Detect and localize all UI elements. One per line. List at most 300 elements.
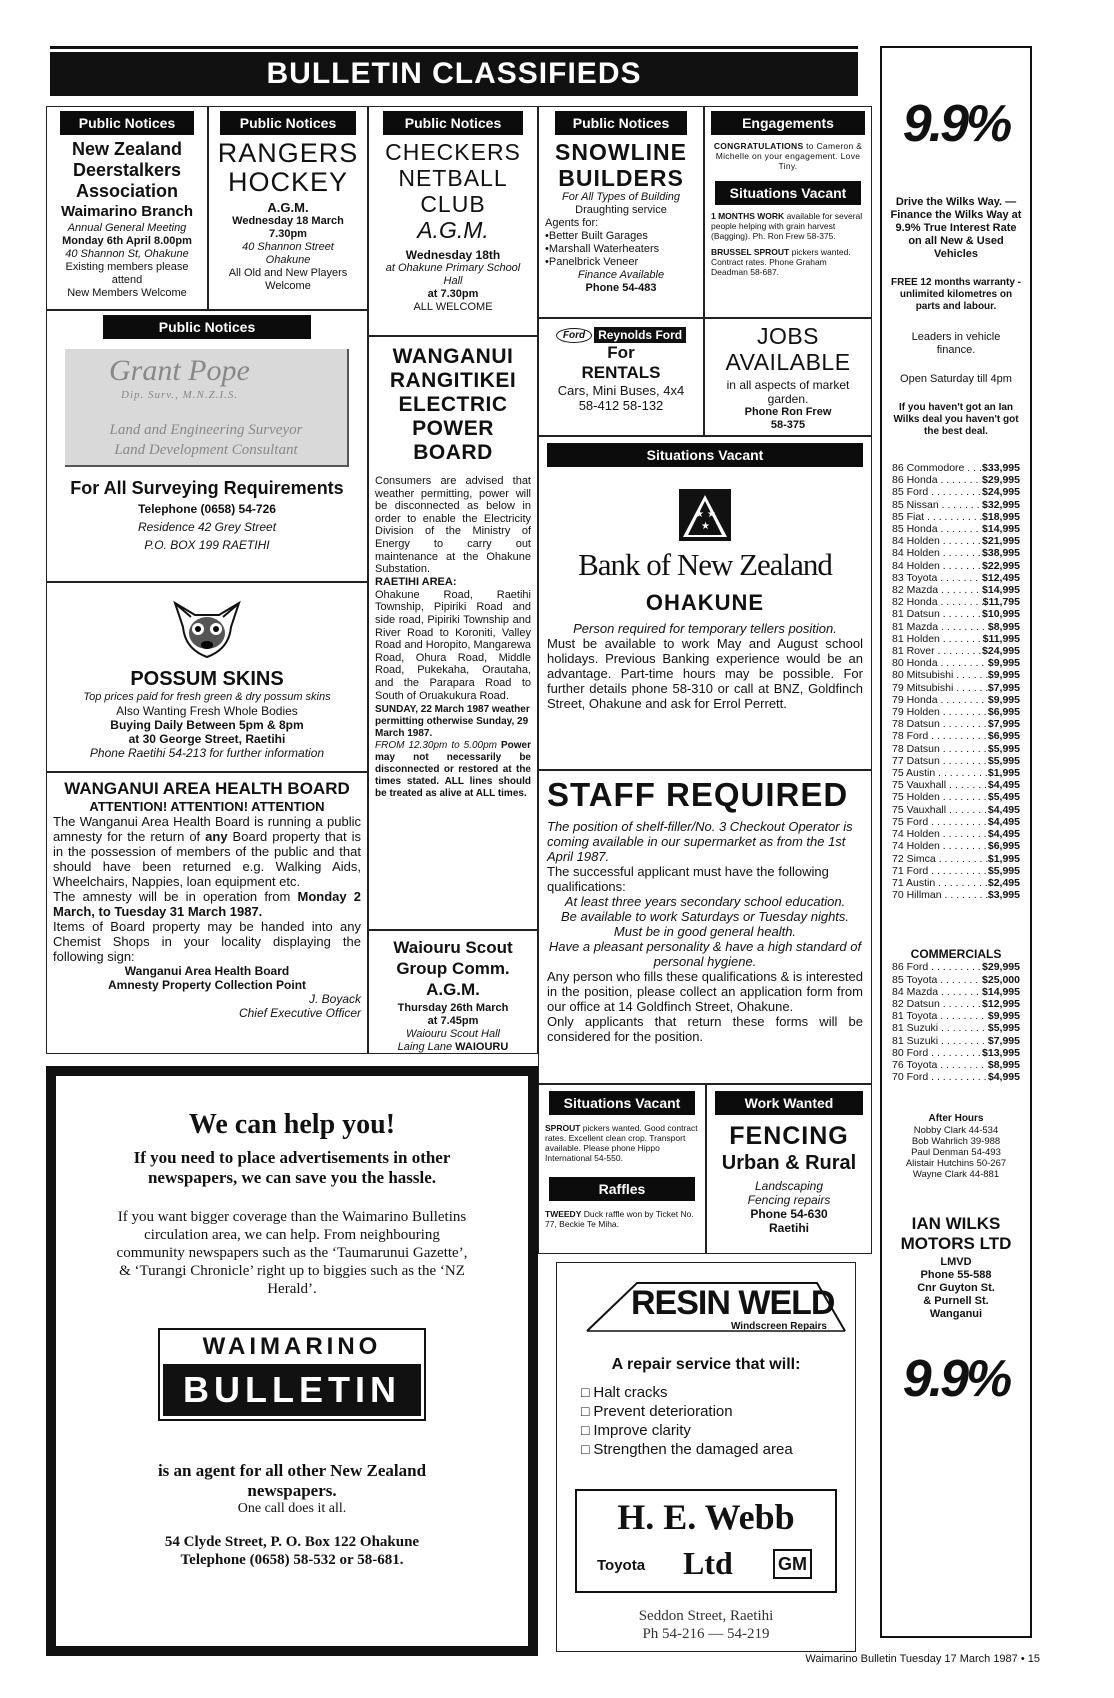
power-paragraph-1: Consumers are advised that weather permitting, power will be disconnected as below in order to enable the Electricity Division of the Ministry of Energy to carry out maintenance at the Ohakune Substation.	[375, 475, 531, 576]
rentals-line-1: Cars, Mini Buses, 4x4	[557, 383, 685, 398]
repair-item: □ Improve clarity	[581, 1421, 845, 1440]
raffle-text: Duck raffle won by Ticket No. 77, Beckie Te Miha.	[545, 1209, 694, 1229]
health-paragraph-2	[53, 889, 361, 919]
wilks-leaders: Leaders in vehicle finance.	[911, 331, 1001, 356]
vehicle-price: $18,995	[982, 510, 1020, 523]
vehicle-row	[890, 511, 1022, 523]
reynolds-ad	[538, 318, 704, 436]
surveyor-name: Grant Pope	[109, 354, 250, 387]
raffles-header: Raffles	[549, 1177, 695, 1201]
after-hours-list	[890, 1125, 1022, 1180]
vehicle-price: $32,995	[982, 498, 1020, 511]
engagement-text: to Cameron & Michelle on your engagement. Love Tiny.	[715, 141, 863, 171]
bank-town: OHAKUNE	[645, 590, 765, 615]
area-label: RAETIHI AREA:	[375, 575, 457, 588]
for-label: For	[607, 343, 635, 362]
brand-name: Reynolds Ford	[594, 327, 686, 343]
surveying-phone: Telephone (0658) 54-726	[138, 502, 276, 516]
town: WAIOURU	[455, 1041, 509, 1053]
power-board-ad	[368, 336, 538, 930]
raffle-lead: TWEEDY	[545, 1209, 582, 1219]
possum-line-4: at 30 George Street, Raetihi	[128, 732, 286, 746]
vehicle-price: $24,995	[982, 645, 1020, 658]
vehicle-row	[890, 682, 1022, 694]
section-header: Situations Vacant	[547, 443, 863, 467]
meeting-time: at 7.30pm	[427, 288, 479, 300]
branch: Waimarino Branch	[61, 203, 193, 220]
ltd-label: Ltd	[683, 1545, 733, 1581]
vehicle-row	[890, 633, 1022, 645]
bnz-ad	[538, 436, 872, 770]
vehicle-model: 80 Mitsubishi . . .	[892, 669, 988, 681]
possum-line-2: Also Wanting Fresh Whole Bodies	[116, 704, 298, 718]
wilks-company: IAN WILKS MOTORS LTD	[900, 1214, 1012, 1254]
sign-line-1: Wanganui Area Health Board	[124, 964, 290, 978]
vehicle-model: 71 Austin . . .	[892, 877, 988, 889]
phone-line: Telephone (0658) 58-532 or 58-681.	[180, 1552, 404, 1568]
snowline-ad	[538, 106, 704, 318]
vehicle-row	[890, 865, 1022, 877]
repair-item: □ Strengthen the damaged area	[581, 1440, 845, 1459]
vehicle-model: 86 Honda . . .	[892, 474, 982, 486]
vehicle-row	[890, 1010, 1022, 1022]
engagements-situations	[704, 106, 872, 318]
vehicle-model: 82 Datsun . . .	[892, 998, 982, 1010]
commercials-title: COMMERCIALS	[910, 947, 1002, 962]
vehicle-row	[890, 608, 1022, 620]
wilks-phone: Phone 55-588	[920, 1269, 992, 1282]
section-header: Public Notices	[220, 111, 356, 135]
vehicle-price: $5,495	[987, 791, 1020, 804]
vehicle-price: $10,995	[982, 608, 1020, 621]
vehicle-model: 81 Suzuki . . .	[892, 1022, 988, 1034]
footer-text: Waimarino Bulletin Tuesday 17 March 1987 • 15	[805, 1653, 1040, 1665]
vehicle-price: $9,995	[987, 669, 1020, 682]
vehicle-model: 79 Honda . . .	[892, 694, 988, 706]
vehicle-model: 85 Nissan . . .	[892, 499, 982, 511]
ad-title: WANGANUI AREA HEALTH BOARD	[64, 779, 350, 798]
vehicle-row	[890, 1047, 1022, 1059]
vehicle-model: 85 Ford . . .	[892, 486, 982, 498]
vehicle-model: 70 Ford . . .	[892, 1071, 988, 1083]
jobs-ad	[704, 318, 872, 436]
sprout-raffles-ad	[538, 1084, 706, 1254]
meeting-time: 7.30pm	[269, 228, 307, 240]
vehicle-model: 81 Suzuki . . .	[892, 1035, 988, 1047]
vehicle-row	[890, 535, 1022, 547]
vehicle-price: $12,995	[982, 997, 1020, 1010]
surveyor-quals: Dip. Surv., M.N.Z.I.S.	[121, 389, 239, 401]
vehicle-price: $14,995	[982, 584, 1020, 597]
vehicle-row	[890, 718, 1022, 730]
vehicle-price: $14,995	[982, 523, 1020, 536]
vehicle-price: $11,795	[982, 596, 1020, 609]
vehicle-price: $21,995	[982, 535, 1020, 548]
repair-list	[581, 1383, 845, 1459]
ad-title: CHECKERS NETBALL CLUB	[385, 139, 521, 217]
venue: at Ohakune Primary School Hall	[385, 262, 521, 287]
agent-item: • Better Built Garages	[545, 230, 697, 243]
vehicle-model: 80 Ford . . .	[892, 1047, 982, 1059]
vehicle-row	[890, 486, 1022, 498]
surveyor-card	[65, 349, 349, 467]
vehicle-model: 81 Mazda . . .	[892, 621, 988, 633]
health-paragraph-1	[53, 814, 361, 889]
fencing-ad	[706, 1084, 872, 1254]
section-header: Public Notices	[383, 111, 523, 135]
vehicle-row	[890, 669, 1022, 681]
situations-header: Situations Vacant	[549, 1091, 695, 1115]
section-header: Work Wanted	[715, 1091, 863, 1115]
after-hours-contact: Wayne Clark 44-881	[912, 1169, 1000, 1181]
vehicle-row	[890, 572, 1022, 584]
vehicle-row	[890, 645, 1022, 657]
vehicle-row	[890, 828, 1022, 840]
staff-paragraph-2: The successful applicant must have the following qualifications:	[547, 864, 829, 894]
webb-address: Seddon Street, Raetihi	[638, 1608, 774, 1624]
after-hours-title: After Hours	[928, 1113, 984, 1125]
engagement-lead: CONGRATULATIONS	[713, 141, 804, 151]
vehicle-price: $4,495	[987, 803, 1020, 816]
section-header: Public Notices	[103, 315, 311, 339]
vehicle-price: $3,995	[987, 889, 1020, 902]
after-hours-contact: Bob Wahrlich 39-988	[911, 1136, 1001, 1148]
vehicle-model: 81 Datsun . . .	[892, 608, 982, 620]
vehicle-price: $12,495	[982, 571, 1020, 584]
vehicle-model: 75 Holden . . .	[892, 791, 988, 803]
vehicle-row	[890, 560, 1022, 572]
vehicle-model: 81 Holden . . .	[892, 633, 983, 645]
car-list	[890, 462, 1022, 901]
fencing-town: Raetihi	[768, 1221, 809, 1235]
health-emphasis: any	[205, 829, 228, 844]
vehicle-row	[890, 840, 1022, 852]
vehicle-price: $6,995	[987, 840, 1020, 853]
vehicle-price: $7,995	[987, 681, 1020, 694]
vehicle-row	[890, 804, 1022, 816]
vehicle-row	[890, 755, 1022, 767]
ad-body: If you want bigger coverage than the Waimarino Bulletins circulation area, we can help. From neighbouring community newspapers such as the ‘Taumarunui Gazette’, & ‘Turangi Chronicle’ right up to biggies such as the ‘NZ Herald’.	[116, 1209, 468, 1297]
vehicle-price: $9,995	[987, 657, 1020, 670]
page-footer	[700, 1652, 1040, 1666]
after-hours-contact: Nobby Clark 44-534	[913, 1125, 999, 1137]
vehicle-model: 84 Mazda . . .	[892, 986, 982, 998]
vehicle-price: $7,995	[987, 1034, 1020, 1047]
ad-title: POSSUM SKINS	[130, 668, 284, 690]
agm: A.G.M.	[267, 200, 309, 215]
deerstalkers-ad	[46, 106, 208, 310]
gm-icon: GM	[773, 1549, 812, 1579]
ford-oval-icon: Ford	[556, 328, 592, 343]
masthead-title: BULLETIN CLASSIFIEDS	[266, 57, 642, 90]
bulletin-logo	[158, 1328, 426, 1421]
vehicle-row	[890, 816, 1022, 828]
vehicle-row	[890, 621, 1022, 633]
meeting-address: 40 Shannon St, Ohakune	[65, 248, 189, 260]
vehicle-price: $4,495	[987, 779, 1020, 792]
vehicle-model: 85 Honda . . .	[892, 523, 982, 535]
power-paragraph-3: SUNDAY, 22 March 1987 weather permitting otherwise Sunday, 29 March 1987.	[375, 704, 530, 740]
vehicle-row	[890, 853, 1022, 865]
vehicle-price: $5,995	[987, 864, 1020, 877]
vehicle-price: $4,495	[987, 815, 1020, 828]
logo-tag: Windscreen Repairs	[730, 1321, 827, 1332]
vehicle-model: 81 Toyota . . .	[892, 1010, 988, 1022]
rentals-line-2: 58-412 58-132	[578, 398, 664, 413]
ad-title: New Zealand Deerstalkers Association	[71, 139, 183, 201]
power-warning: Power may not necessarily be disconnected or restored at the times stated. ALL lines should be treated as alive at ALL times.	[375, 740, 531, 800]
commercials-list	[890, 961, 1022, 1083]
vehicle-model: 86 Ford . . .	[892, 961, 982, 973]
vehicle-price: $38,995	[982, 547, 1020, 560]
jobs-line-1: in all aspects of market garden.	[726, 378, 850, 406]
meeting: Annual General Meeting	[67, 222, 187, 234]
surveyor-role-2: Land Development Consultant	[114, 442, 298, 458]
surveying-box: P.O. BOX 199 RAETIHI	[144, 538, 270, 552]
finance: Finance Available	[577, 269, 665, 281]
ad-title: STAFF REQUIRED	[547, 776, 849, 813]
vehicle-row	[890, 1071, 1022, 1083]
address-2: Ohakune	[265, 254, 311, 266]
job-ad-2-text: pickers wanted. Contract rates. Phone Graham Deadman 58-687.	[711, 247, 851, 277]
vehicle-price: $9,995	[987, 1010, 1020, 1023]
qualification: Have a pleasant personality & have a high standard of personal hygiene.	[548, 939, 862, 969]
vehicle-price: $33,995	[982, 462, 1020, 474]
bnz-logo-icon	[679, 489, 731, 541]
vehicle-row	[890, 596, 1022, 608]
sprout-notice	[545, 1123, 699, 1163]
ad-title: RANGERS	[217, 138, 359, 168]
power-paragraph-4	[375, 740, 531, 800]
repair-item: □ Prevent deterioration	[581, 1402, 845, 1421]
vehicle-model: 76 Toyota . . .	[892, 1059, 988, 1071]
attention: ATTENTION! ATTENTION! ATTENTION	[89, 799, 325, 814]
power-times: FROM 12.30pm to 5.00pm	[375, 740, 497, 752]
wilks-town: Wanganui	[929, 1308, 983, 1321]
vehicle-model: 81 Rover . . .	[892, 645, 982, 657]
ad-title: SNOWLINE BUILDERS	[555, 139, 687, 191]
job-ad-1-text: available for several people helping with grain harvest (Bagging). Ph. Ron Frew 58-375.	[711, 211, 863, 241]
masthead	[50, 52, 858, 96]
repair-item: □ Halt cracks	[581, 1383, 845, 1402]
possum-ad	[46, 582, 368, 772]
agent-item: • Panelbrick Veneer	[545, 256, 697, 269]
webb-logo	[575, 1489, 837, 1593]
rangers-ad	[208, 106, 368, 310]
vehicle-price: $2,495	[987, 876, 1020, 889]
svg-text:★: ★	[695, 509, 704, 520]
help-ad	[46, 1066, 538, 1656]
phone: Phone 54-483	[585, 282, 657, 294]
vehicle-row	[890, 743, 1022, 755]
vehicle-model: 84 Holden . . .	[892, 535, 982, 547]
vehicle-model: 75 Vauxhall . . .	[892, 779, 988, 791]
vehicle-model: 77 Datsun . . .	[892, 755, 988, 767]
venue: Waiouru Scout Hall	[406, 1028, 500, 1040]
possum-line-5: Phone Raetihi 54-213 for further information	[89, 746, 325, 760]
ad-title: Waiouru Scout Group Comm. A.G.M.	[393, 938, 513, 999]
jobs-line-2: Phone Ron Frew	[744, 406, 832, 418]
vehicle-model: 80 Honda . . .	[892, 657, 988, 669]
vehicle-price: $9,995	[987, 693, 1020, 706]
meeting-date: Monday 6th April 8.00pm	[62, 235, 192, 247]
repair-headline: A repair service that will:	[611, 1356, 801, 1373]
vehicle-price: $5,995	[987, 1022, 1020, 1035]
engagements-header: Engagements	[711, 111, 865, 135]
vehicle-price: $14,995	[982, 985, 1020, 998]
vehicle-price: $29,995	[982, 474, 1020, 487]
welcome-line: All Old and New Players Welcome	[228, 267, 348, 292]
vehicle-price: $6,995	[987, 730, 1020, 743]
vehicle-row	[890, 584, 1022, 596]
ad-title-2: HOCKEY	[227, 167, 349, 197]
qualification: Be available to work Saturdays or Tuesday nights.	[560, 909, 850, 924]
surveying-residence: Residence 42 Grey Street	[137, 520, 277, 534]
bnz-lead: Person required for temporary tellers position.	[573, 621, 837, 636]
vehicle-price: $1,995	[987, 767, 1020, 780]
vehicle-price: $25,000	[982, 973, 1020, 986]
welcome-line: ALL WELCOME	[413, 301, 493, 313]
fencing-line-2: Fencing repairs	[747, 1193, 831, 1207]
job-ad-1-lead: 1 MONTHS WORK	[711, 211, 785, 221]
vehicle-model: 78 Datsun . . .	[892, 743, 988, 755]
after-hours-contact: Paul Denman 54-493	[911, 1147, 1001, 1159]
job-ad-1	[711, 211, 865, 241]
engagement-notice	[711, 141, 865, 171]
vehicle-price: $1,995	[987, 852, 1020, 865]
vehicle-row	[890, 767, 1022, 779]
logo-line-1: WAIMARINO	[202, 1333, 382, 1360]
staff-paragraph-4: Only applicants that return these forms will be considered for the position.	[547, 1014, 863, 1044]
vehicle-price: $6,995	[987, 706, 1020, 719]
sprout-lead: SPROUT	[545, 1123, 581, 1133]
svg-text:★: ★	[707, 509, 716, 520]
vehicle-row	[890, 998, 1022, 1010]
ad-subtitle: If you need to place advertisements in other newspapers, we can save you the hassle.	[133, 1148, 451, 1187]
vehicle-price: $5,995	[987, 754, 1020, 767]
wilks-deal: If you haven't got an Ian Wilks deal you haven't got the best deal.	[893, 402, 1019, 437]
vehicle-price: $8,995	[987, 620, 1020, 633]
company-name: H. E. Webb	[617, 1497, 795, 1537]
venue-street	[375, 1041, 531, 1054]
vehicle-row	[890, 986, 1022, 998]
vehicle-row	[890, 889, 1022, 901]
wilks-warranty: FREE 12 months warranty - unlimited kilometres on parts and labour.	[890, 277, 1022, 312]
ad-title: We can help you!	[188, 1109, 396, 1140]
vehicle-price: $29,995	[982, 961, 1020, 974]
welcome-line: New Members Welcome	[67, 287, 187, 299]
vehicle-model: 75 Ford . . .	[892, 816, 988, 828]
address-line: 54 Clyde Street, P. O. Box 122 Ohakune	[164, 1534, 420, 1550]
staff-ad	[538, 770, 872, 1084]
call-line: One call does it all.	[237, 1501, 347, 1516]
wilks-tagline: Drive the Wilks Way. —Finance the Wilks Way at 9.9% True Interest Rate on all New & Used Vehicles	[890, 196, 1022, 260]
vehicle-model: 75 Vauxhall . . .	[892, 804, 988, 816]
webb-phone: Ph 54-216 — 54-219	[642, 1626, 770, 1642]
ad-title: FENCING	[729, 1122, 849, 1150]
agents-label: Agents for:	[545, 217, 599, 229]
section-header: Public Notices	[555, 111, 687, 135]
vehicle-model: 71 Ford . . .	[892, 865, 988, 877]
meeting-date: Wednesday 18 March	[232, 215, 344, 227]
ad-subtitle: Urban & Rural	[721, 1152, 857, 1174]
health-text: The Wanganui Area Health Board is running a public amnesty for the return of	[53, 814, 361, 844]
vehicle-row	[890, 657, 1022, 669]
reynolds-logo	[543, 327, 699, 343]
address-1: 40 Shannon Street	[242, 241, 334, 253]
possum-line-3: Buying Daily Between 5pm & 8pm	[110, 718, 304, 732]
agent-line: is an agent for all other New Zealand newspapers.	[157, 1461, 427, 1500]
vehicle-price: $4,995	[987, 1071, 1020, 1084]
qualification: Must be in good general health.	[613, 924, 797, 939]
ad-title: WANGANUI RANGITIKEI ELECTRIC POWER BOARD	[389, 345, 517, 464]
vehicle-model: 85 Fiat . . .	[892, 511, 982, 523]
signature-name: J. Boyack	[308, 992, 361, 1006]
vehicle-row	[890, 462, 1022, 474]
vehicle-row	[890, 706, 1022, 718]
health-text: The amnesty will be in operation from	[53, 889, 298, 904]
wilks-open: Open Saturday till 4pm	[900, 373, 1012, 385]
vehicle-model: 82 Honda . . .	[892, 596, 983, 608]
meeting-date: Wednesday 18th	[405, 248, 501, 262]
staff-paragraph-3: Any person who fills these qualifications & is interested in the position, please collect an application form from our office at 14 Goldfinch Street, Ohakune.	[547, 969, 863, 1014]
vehicle-price: $4,495	[987, 828, 1020, 841]
wilks-lmvd: LMVD	[940, 1256, 972, 1269]
vehicle-row	[890, 1035, 1022, 1047]
power-paragraph-2: Ohakune Road, Raetihi Township, Pipiriki Road and side road, Pipiriki Township and River Road to Koroniti, Valley Road and Horopito, Mangarewa Road, Ohura Road, Middle Road, Pukekaha, Orautaha, and the Paraparа Road to South of Oruakukura Road.	[375, 588, 531, 702]
signature-title: Chief Executive Officer	[238, 1006, 361, 1020]
sub-1: For All Types of Building	[562, 191, 680, 203]
surveying-headline: For All Surveying Requirements	[70, 478, 344, 498]
vehicle-row	[890, 499, 1022, 511]
vehicle-model: 78 Datsun . . .	[892, 718, 988, 730]
health-board-ad	[46, 772, 368, 1054]
situations-header: Situations Vacant	[715, 181, 861, 205]
health-emphasis: Monday 2 March, to Tuesday 31 March 1987.	[53, 889, 361, 919]
agent-item: • Marshall Waterheaters	[545, 243, 697, 256]
ad-title: JOBS AVAILABLE	[725, 323, 851, 375]
rate-banner: 9.9%	[902, 95, 1010, 153]
vehicle-model: 74 Holden . . .	[892, 840, 988, 852]
vehicle-row	[890, 474, 1022, 486]
vehicle-model: 79 Mitsubishi . . .	[892, 682, 988, 694]
bnz-text: Must be available to work May and August school holidays. Previous Banking experience would be an advantage. Part-time hours may be possible. For further details phone 58-310 or call at BNZ, Goldfinch Street, Ohakune and ask for Errol Perrett.	[547, 636, 863, 711]
staff-paragraph-1: The position of shelf-filler/No. 3 Checkout Operator is coming available in our supermarket as from the 1st April 1987.	[547, 819, 853, 864]
resin-weld-ad	[556, 1262, 856, 1652]
sub-2: Draughting service	[575, 204, 667, 216]
possum-line-1: Top prices paid for fresh green & dry possum skins	[83, 691, 331, 703]
sprout-text: pickers wanted. Good contract rates. Excellent clean crop. Transport available. Please phone Hippo International 54-550.	[545, 1123, 698, 1163]
vehicle-row	[890, 779, 1022, 791]
ad-title: RENTALS	[581, 363, 661, 382]
checkers-ad	[368, 106, 538, 336]
toyota-label: Toyota	[597, 1557, 646, 1574]
job-ad-2-lead: BRUSSEL SPROUT	[711, 247, 790, 257]
wilks-address-1: Cnr Guyton St.	[917, 1282, 995, 1295]
surveying-ad	[46, 310, 368, 582]
raffle-notice	[545, 1209, 699, 1229]
wilks-ad	[880, 46, 1032, 1638]
logo-text: RESIN WELD	[631, 1284, 835, 1322]
surveyor-role-1: Land and Engineering Surveyor	[109, 422, 303, 438]
vehicle-row	[890, 730, 1022, 742]
vehicle-price: $22,995	[982, 559, 1020, 572]
masthead-rule	[50, 46, 858, 49]
vehicle-row	[890, 523, 1022, 535]
vehicle-row	[890, 694, 1022, 706]
vehicle-model: 70 Hillman . . .	[892, 889, 988, 901]
possum-icon	[167, 593, 247, 663]
